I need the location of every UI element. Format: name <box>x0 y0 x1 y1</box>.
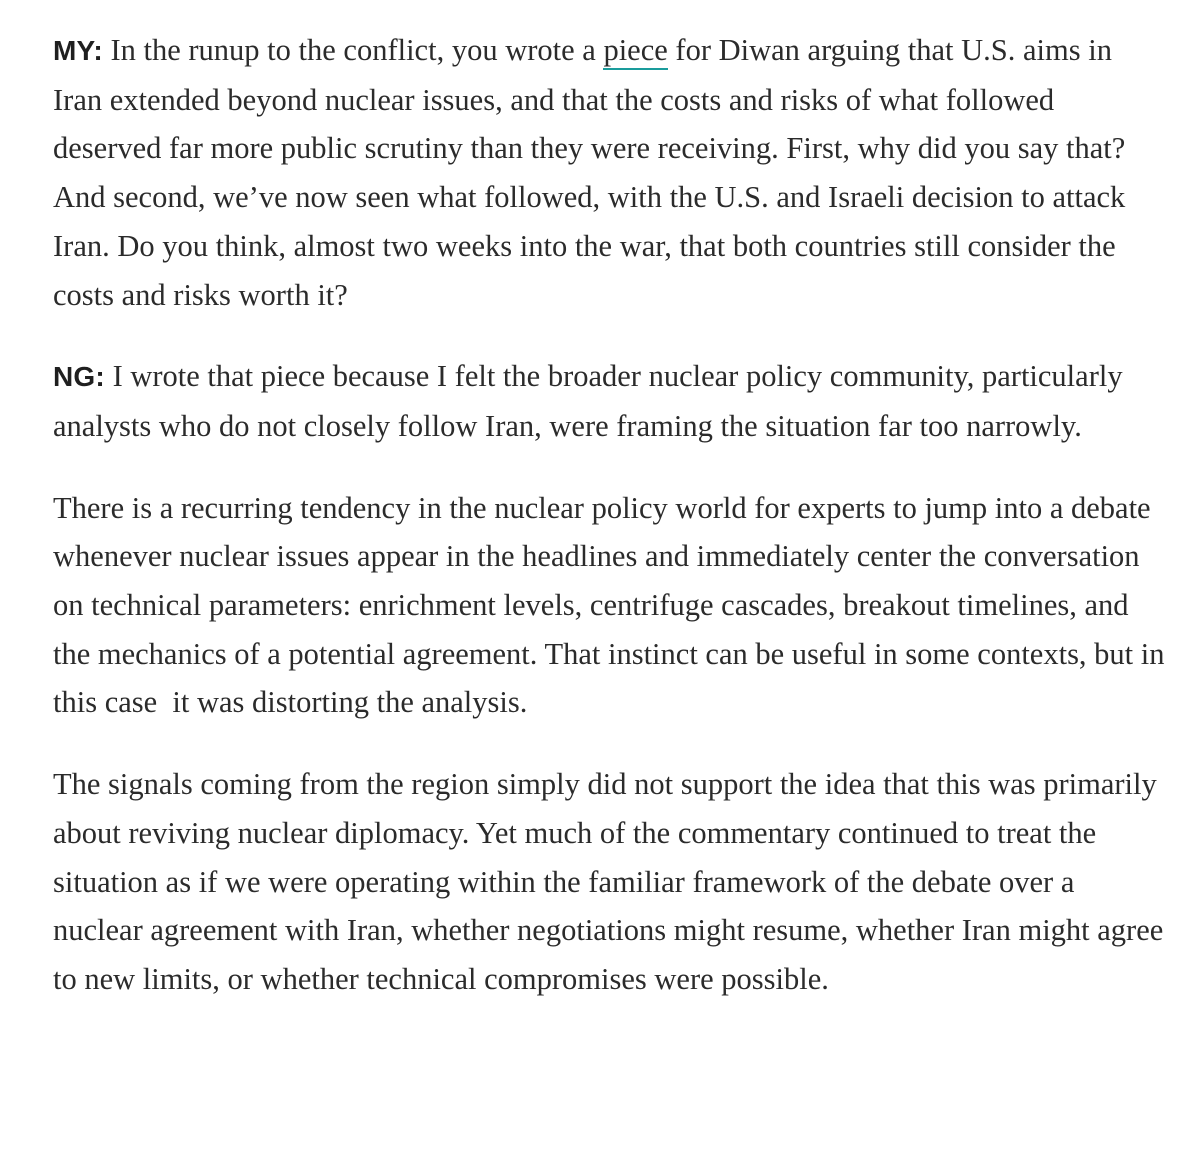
speaker-label-ng: NG: <box>53 361 105 393</box>
paragraph-answer-ng <box>53 352 1168 450</box>
paragraph-text: I wrote that piece because I felt the broader nuclear policy community, particularly analysts who do not closely follow Iran, were framing the situation far too narrowly. <box>53 359 1123 443</box>
paragraph-answer-continued: The signals coming from the region simply did not support the idea that this was primarily about reviving nuclear diplomacy. Yet much of the commentary continued to treat the situation as if we were operating within the familiar framework of the debate over a nuclear agreement with Iran, whether negotiations might resume, whether Iran might agree to new limits, or whether technical compromises were possible. <box>53 767 1164 996</box>
paragraph-question-my <box>53 26 1168 319</box>
speaker-label-my: MY: <box>53 35 103 66</box>
article-body <box>53 26 1168 1037</box>
paragraph-answer-continued: There is a recurring tendency in the nuclear policy world for experts to jump into a debate whenever nuclear issues appear in the headlines and immediately center the conversation on technical parameters: enrichment levels, centrifuge cascades, breakout timelines, and the mechanics of a potential agreement. That instinct can be useful in some contexts, but in this case it was distorting the analysis. <box>53 490 1165 720</box>
piece-link[interactable]: piece <box>603 33 667 70</box>
paragraph-text: In the runup to the conflict, you wrote a <box>102 33 604 67</box>
paragraph-text: for Diwan arguing that U.S. aims in Iran extended beyond nuclear issues, and that the costs and risks of what followed deserved far more public scrutiny than they were receiving. First, why did you say that? And second, we’ve now seen what followed, with the U.S. and Israeli decision to attack Iran. Do you think, almost two weeks into the war, that both countries still consider the costs and risks worth it? <box>53 33 1126 312</box>
